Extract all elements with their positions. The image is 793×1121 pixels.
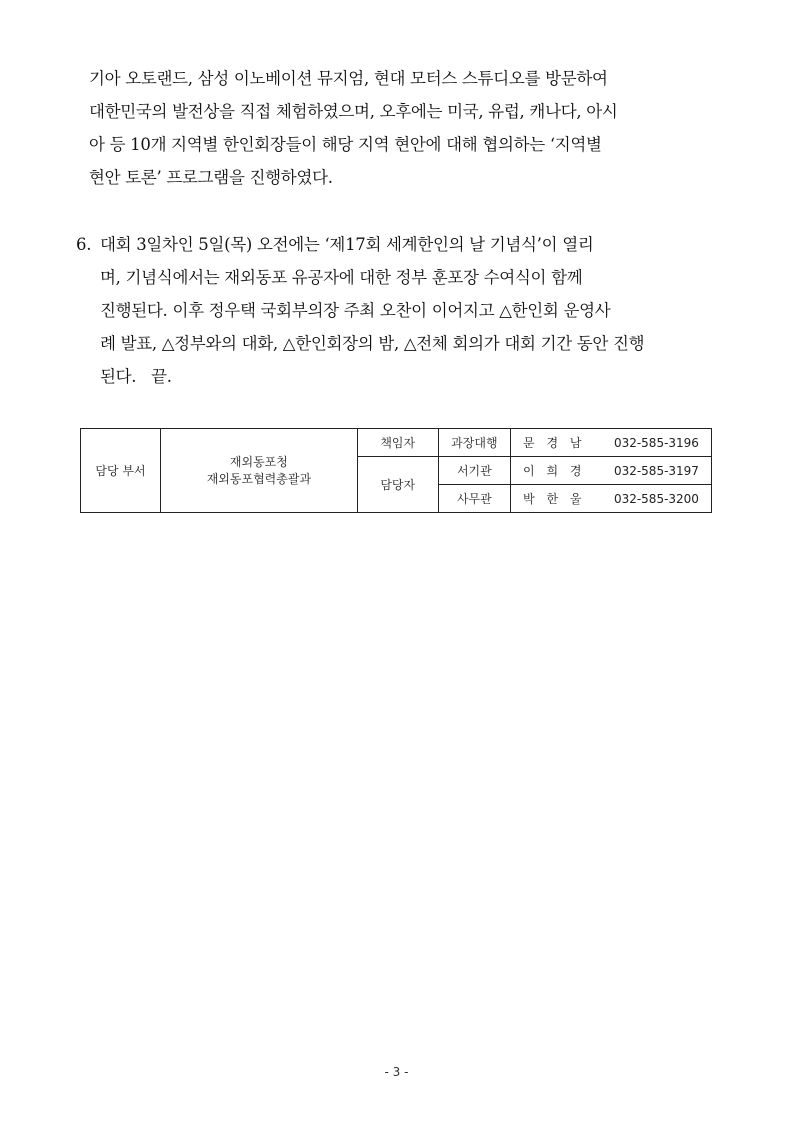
paragraph-line: 며, 기념식에서는 재외동포 유공자에 대한 정부 훈포장 수여식이 함께 xyxy=(100,268,583,287)
paragraph-line: 기아 오토랜드, 삼성 이노베이션 뮤지엄, 현대 모터스 스튜디오를 방문하여 xyxy=(89,69,608,88)
paragraph-line: 례 발표, △정부와의 대화, △한인회장의 밤, △전체 회의가 대회 기간 동안 진행 xyxy=(100,334,645,353)
dept-name-line: 재외동포청 xyxy=(229,454,288,469)
responsible-label: 책임자 xyxy=(357,429,438,457)
contact-table xyxy=(80,428,712,513)
paragraph-number: 6. xyxy=(76,235,92,254)
dept-name xyxy=(160,429,357,513)
contact-name: 이 희 경 xyxy=(511,457,608,485)
paragraph-line: 된다. 끝. xyxy=(100,367,172,386)
table-row xyxy=(81,429,712,457)
contact-title: 서기관 xyxy=(438,457,510,485)
contact-name: 문 경 남 xyxy=(511,429,608,457)
page-number: - 3 - xyxy=(384,1065,409,1079)
paragraph-line: 진행된다. 이후 정우택 국회부의장 주최 오찬이 이어지고 △한인회 운영사 xyxy=(100,301,611,320)
contact-phone: 032-585-3196 xyxy=(608,429,712,457)
contact-phone: 032-585-3197 xyxy=(608,457,712,485)
contact-title: 사무관 xyxy=(438,485,510,513)
paragraph-continuation xyxy=(89,62,721,194)
contact-name: 박 한 울 xyxy=(511,485,608,513)
dept-label: 담당 부서 xyxy=(81,429,161,513)
staff-label: 담당자 xyxy=(357,457,438,513)
paragraph-6 xyxy=(76,228,721,393)
contact-phone: 032-585-3200 xyxy=(608,485,712,513)
paragraph-line: 대회 3일차인 5일(목) 오전에는 ‘제17회 세계한인의 날 기념식’이 열리 xyxy=(100,235,594,254)
dept-name-line: 재외동포협력총괄과 xyxy=(206,471,312,486)
paragraph-line: 대한민국의 발전상을 직접 체험하였으며, 오후에는 미국, 유럽, 캐나다, 아시 xyxy=(89,102,618,121)
contact-title: 과장대행 xyxy=(438,429,510,457)
paragraph-line: 현안 토론’ 프로그램을 진행하였다. xyxy=(89,168,333,187)
paragraph-first-line xyxy=(76,228,721,261)
paragraph-line: 아 등 10개 지역별 한인회장들이 해당 지역 현안에 대해 협의하는 ‘지역별 xyxy=(89,135,602,154)
